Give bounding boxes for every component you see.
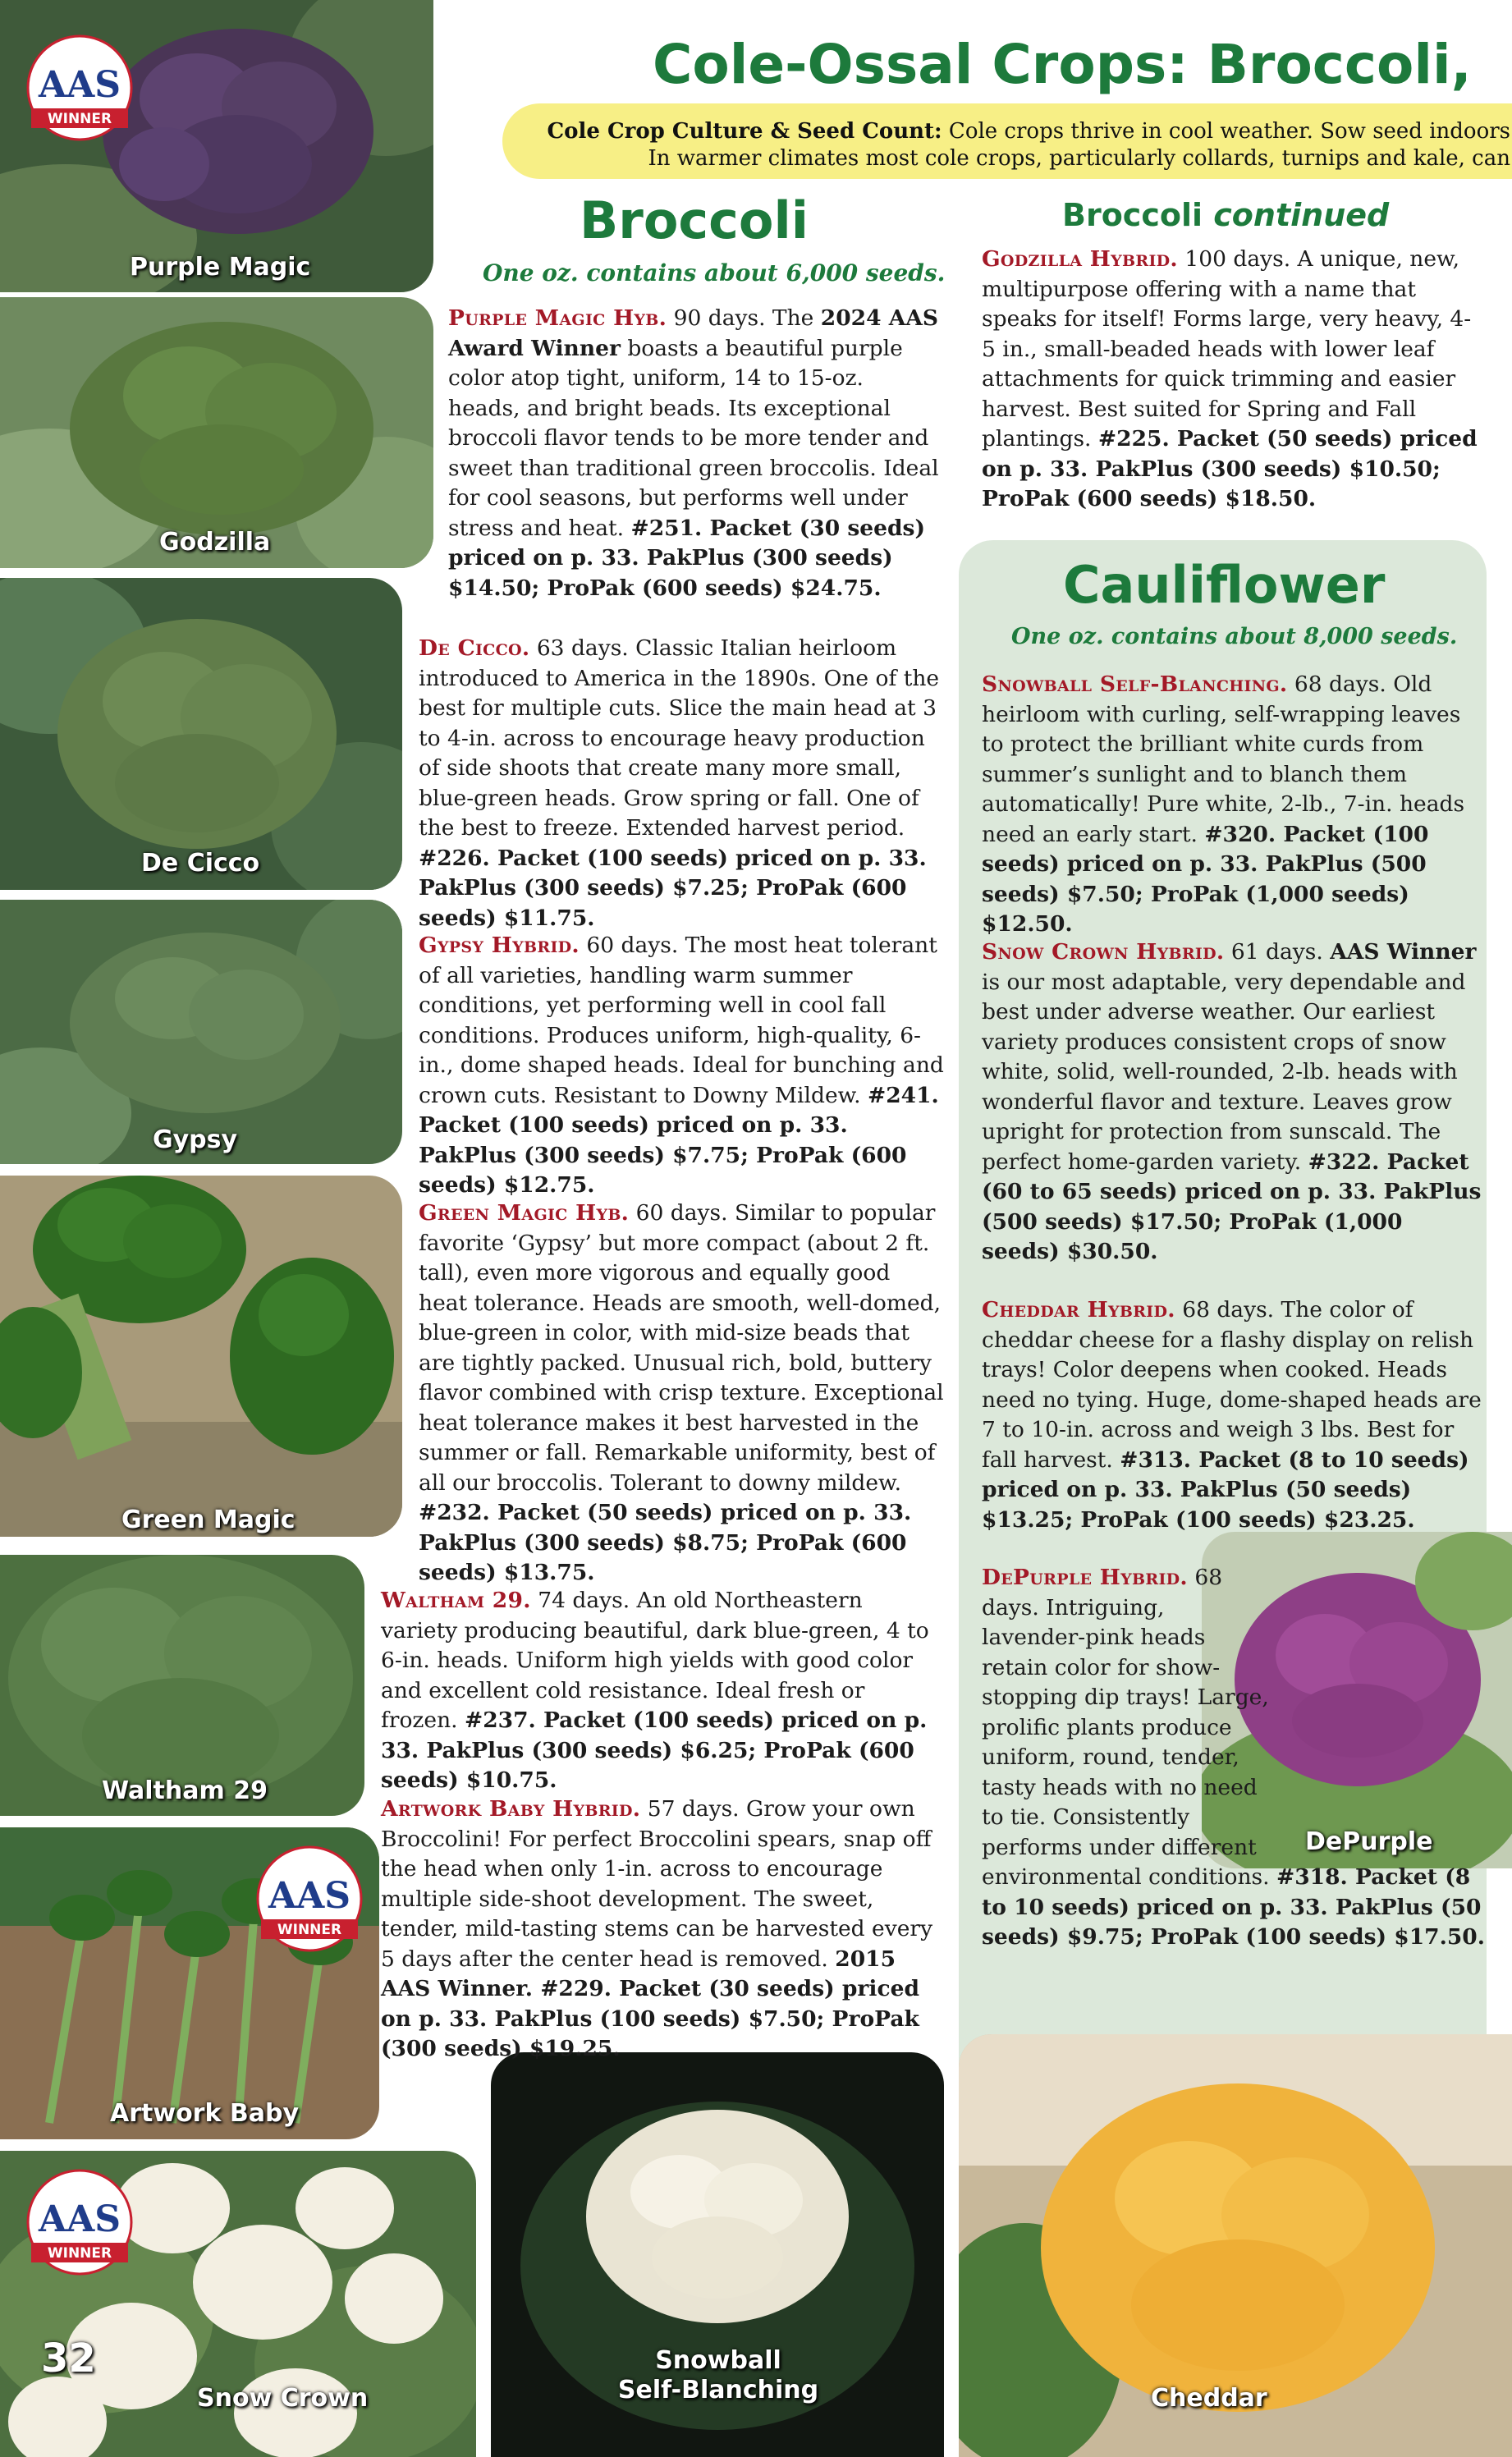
variety-name: Cheddar Hybrid. xyxy=(982,1297,1175,1322)
caption-godzilla: Godzilla xyxy=(159,528,271,557)
entry-godzilla: Godzilla Hybrid. 100 days. A unique, new, multipurpose offering with a name that speaks for itself! Forms large, very heavy, 4-5 in., small-beaded heads with lower leaf attachments for quick trimming and easier harvest. Best suited for Spring and Fall plantings. #225. Packet (50 seeds) priced on p. 33. PakPlus (300 seeds) $10.50; ProPak (600 seeds) $18.50. xyxy=(982,246,1478,511)
broccoli-continued-title: Broccoli xyxy=(1062,197,1203,233)
variety-name: Gypsy Hybrid. xyxy=(419,933,580,958)
caption-cheddar: Cheddar xyxy=(1151,2384,1267,2413)
order-info: #313. Packet (8 to 10 seeds) priced on p. 33. PakPlus (50 seeds) $13.25; ProPak (100 seeds) $23.25. xyxy=(982,1446,1469,1533)
culture-line1: Cole crops thrive in cool weather. Sow seed indoors xyxy=(948,119,1510,144)
caption-artwork: Artwork Baby xyxy=(110,2099,300,2128)
continued-word: continued xyxy=(1213,197,1390,233)
caption-snowball-line1: Snowball xyxy=(655,2346,781,2375)
variety-name: DePurple Hybrid. xyxy=(982,1565,1188,1590)
entry-purple-magic: Purple Magic Hyb. 90 days. The 2024 AAS Award Winner boasts a beautiful purple color atop tight, uniform, 14 to 15-oz. heads, and bright beads. Its exceptional broccoli flavor tends to be more tender and sweet than traditional green broccolis. Ideal for cool seasons, but performs well under stress and heat. #251. Packet (30 seeds) priced on p. 33. PakPlus (300 seeds) $14.50; ProPak (600 seeds) $24.75. xyxy=(448,305,939,601)
variety-name: Waltham 29. xyxy=(381,1588,531,1613)
variety-name: Artwork Baby Hybrid. xyxy=(381,1796,641,1822)
caption-de-cicco: De Cicco xyxy=(141,849,260,878)
svg-text:WINNER: WINNER xyxy=(277,1922,342,1938)
svg-text:WINNER: WINNER xyxy=(47,111,112,127)
depurple-photo-spacer xyxy=(1269,1563,1491,1859)
entry-artwork: Artwork Baby Hybrid. 57 days. Grow your own Broccolini! For perfect Broccolini spears, snap off the head when only 1-in. across to encourage multiple side-shoot development. The sweet, tender, mild-tasting stems can be harvested every 5 days after the center head is removed. 2015 AAS Winner. #229. Packet (30 seeds) priced on p. 33. PakPlus (100 seeds) $7.50; ProPak (300 seeds) $19.25. xyxy=(381,1796,933,2061)
caption-purple-magic: Purple Magic xyxy=(130,253,311,282)
entry-de-cicco: De Cicco. 63 days. Classic Italian heirloom introduced to America in the 1890s. One of the best for multiple cuts. Slice the main head at 3 to 4-in. across to encourage heavy production of side shoots that create many more small, blue-green heads. Grow spring or fall. One of the best to freeze. Extended harvest period. #226. Packet (100 seeds) priced on p. 33. PakPlus (300 seeds) $7.25; ProPak (600 seeds) $11.75. xyxy=(419,635,940,931)
cauliflower-heading: Cauliflower xyxy=(1063,555,1386,615)
variety-name: Snowball Self-Blanching. xyxy=(982,672,1288,697)
entry-gypsy: Gypsy Hybrid. 60 days. The most heat tolerant of all varieties, handling warm summer conditions, yet performing well in cool fall conditions. Produces uniform, high-quality, 6-in., dome shaped heads. Ideal for bunching and crown cuts. Resistant to Downy Mildew. #241. Packet (100 seeds) priced on p. 33. PakPlus (300 seeds) $7.75; ProPak (600 seeds) $12.75. xyxy=(419,933,944,1198)
aas-winner-icon xyxy=(25,33,135,143)
cauliflower-seed-count: One oz. contains about 8,000 seeds. xyxy=(1011,624,1458,649)
svg-text:WINNER: WINNER xyxy=(47,2245,112,2262)
entry-depurple: DePurple Hybrid. 68 days. Intriguing, lavender-pink heads retain color for show-stopping dip trays! Large, prolific plants produce uniform, round, tender, tasty heads with no need to tie. Consistently performs under different environmental conditions. #318. Packet (8 to 10 seeds) priced on p. 33. PakPlus (50 seeds) $9.75; ProPak (100 seeds) $17.50. xyxy=(982,1563,1491,1953)
caption-gypsy: Gypsy xyxy=(153,1125,238,1154)
aas-winner-icon xyxy=(254,1844,364,1954)
order-info: #241. Packet (100 seeds) priced on p. 33. PakPlus (300 seeds) $7.75; ProPak (600 seeds) $12.75. xyxy=(419,1082,939,1198)
caption-snowball xyxy=(607,2346,829,2405)
culture-label: Cole Crop Culture & Seed Count: xyxy=(547,119,942,144)
svg-text:AAS: AAS xyxy=(38,64,121,106)
entry-green-magic: Green Magic Hyb. 60 days. Similar to popular favorite ‘Gypsy’ but more compact (about 2 ft. tall), even more vigorous and equally good heat tolerance. Heads are smooth, well-domed, blue-green in color, with mid-size beads that are tightly packed. Unusual rich, bold, buttery flavor combined with crisp texture. Exceptional heat tolerance makes it best harvested in the summer or fall. Remarkable uniformity, best of all our broccolis. Tolerant to downy mildew. #232. Packet (50 seeds) priced on p. 33. PakPlus (300 seeds) $8.75; ProPak (600 seeds) $13.75. xyxy=(419,1200,944,1585)
order-info: #251. Packet (30 seeds) priced on p. 33. PakPlus (300 seeds) $14.50; ProPak (600 seeds) $24.75. xyxy=(448,515,925,601)
entry-cheddar: Cheddar Hybrid. 68 days. The color of cheddar cheese for a flashy display on relish trays! Color deepens when cooked. Heads need no tying. Huge, dome-shaped heads are 7 to 10-in. across and weigh 3 lbs. Best for fall harvest. #313. Packet (8 to 10 seeds) priced on p. 33. PakPlus (50 seeds) $13.25; ProPak (100 seeds) $23.25. xyxy=(982,1297,1482,1533)
caption-snow-crown: Snow Crown xyxy=(197,2384,369,2413)
order-info: 2015 AAS Winner. #229. Packet (30 seeds) priced on p. 33. PakPlus (100 seeds) $7.50; ProPak (300 seeds) $19.25. xyxy=(381,1946,919,2061)
entry-snow-crown: Snow Crown Hybrid. 61 days. AAS Winner is our most adaptable, very dependable and best under adverse weather. Our earliest variety produces consistent crops of snow white, solid, well-rounded, 2-lb. heads with wonderful flavor and texture. Leaves grow upright for protection from sunscald. The perfect home-garden variety. #322. Packet (60 to 65 seeds) priced on p. 33. PakPlus (500 seeds) $17.50; ProPak (1,000 seeds) $30.50. xyxy=(982,939,1482,1264)
variety-name: Green Magic Hyb. xyxy=(419,1200,630,1226)
culture-line2: In warmer climates most cole crops, particularly collards, turnips and kale, can xyxy=(648,146,1510,171)
order-info: #322. Packet (60 to 65 seeds) priced on p. 33. PakPlus (500 seeds) $17.50; ProPak (1,000 seeds) $30.50. xyxy=(982,1148,1482,1264)
order-info: #232. Packet (50 seeds) priced on p. 33. PakPlus (300 seeds) $8.75; ProPak (600 seeds) $13.75. xyxy=(419,1500,912,1585)
culture-banner-text xyxy=(542,118,1510,172)
photo-de-cicco xyxy=(0,578,402,890)
caption-green-magic: Green Magic xyxy=(121,1506,296,1534)
photo-green-magic xyxy=(0,1176,402,1537)
broccoli-continued-heading xyxy=(1062,197,1389,233)
broccoli-seed-count: One oz. contains about 6,000 seeds. xyxy=(483,259,946,286)
variety-name: De Cicco. xyxy=(419,635,530,661)
photo-gypsy xyxy=(0,900,402,1164)
page-title: Cole-Ossal Crops: Broccoli, xyxy=(653,33,1472,96)
order-info: #318. Packet (8 to 10 seeds) priced on p. 33. PakPlus (50 seeds) $9.75; ProPak (100 seeds) $17.50. xyxy=(982,1864,1485,1950)
broccoli-heading: Broccoli xyxy=(580,190,809,250)
entry-waltham: Waltham 29. 74 days. An old Northeastern variety producing beautiful, dark blue-green, 4 to 6-in. heads. Uniform high yields with good color and excellent cold resistance. Ideal fresh or frozen. #237. Packet (100 seeds) priced on p. 33. PakPlus (300 seeds) $6.25; ProPak (600 seeds) $10.75. xyxy=(381,1588,929,1793)
order-info: #237. Packet (100 seeds) priced on p. 33. PakPlus (300 seeds) $6.25; ProPak (600 seeds) $10.75. xyxy=(381,1708,928,1793)
caption-depurple: DePurple xyxy=(1305,1827,1433,1856)
variety-name: Snow Crown Hybrid. xyxy=(982,939,1225,965)
page-number: 32 xyxy=(41,2336,96,2381)
caption-waltham: Waltham 29 xyxy=(102,1776,268,1805)
order-info: #225. Packet (50 seeds) priced on p. 33. PakPlus (300 seeds) $10.50; ProPak (600 seeds) $18.50. xyxy=(982,426,1478,511)
svg-text:AAS: AAS xyxy=(268,1875,351,1917)
order-info: #320. Packet (100 seeds) priced on p. 33. PakPlus (500 seeds) $7.50; ProPak (1,000 seeds) $12.50. xyxy=(982,821,1429,937)
svg-text:AAS: AAS xyxy=(38,2198,121,2240)
variety-name: Purple Magic Hyb. xyxy=(448,305,667,331)
aas-winner-icon xyxy=(25,2167,135,2277)
order-info: #226. Packet (100 seeds) priced on p. 33. PakPlus (300 seeds) $7.25; ProPak (600 seeds) $11.75. xyxy=(419,845,927,931)
caption-snowball-line2: Self-Blanching xyxy=(617,2376,819,2404)
variety-name: Godzilla Hybrid. xyxy=(982,246,1178,272)
entry-snowball: Snowball Self-Blanching. 68 days. Old heirloom with curling, self-wrapping leaves to protect the brilliant white curds from summer’s sunlight and to blanch them automatically! Pure white, 2-lb., 7-in. heads need an early start. #320. Packet (100 seeds) priced on p. 33. PakPlus (500 seeds) $7.50; ProPak (1,000 seeds) $12.50. xyxy=(982,672,1465,937)
